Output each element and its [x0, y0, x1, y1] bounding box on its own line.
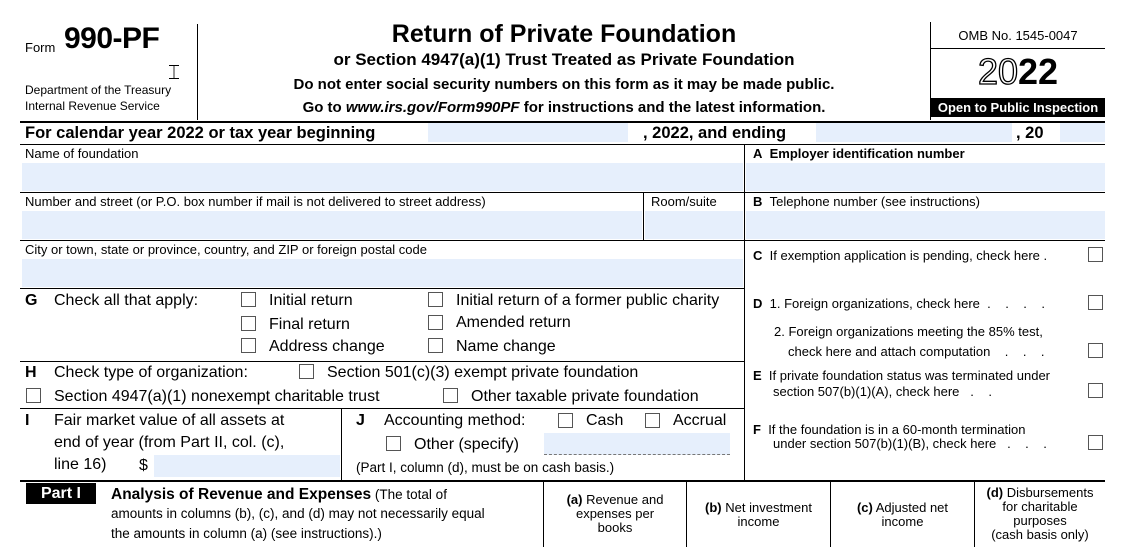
text-cursor-icon: ⌶ — [168, 62, 180, 84]
accounting-method-label: Accounting method: — [384, 412, 526, 429]
instructions-notice: Go to www.irs.gov/Form990PF for instructions and the latest information. — [302, 99, 826, 116]
street-input[interactable] — [22, 211, 642, 239]
section-4947-label: Section 4947(a)(1) nonexempt charitable trust — [54, 388, 380, 405]
tax-year-begin-input[interactable] — [428, 123, 628, 142]
final-return-checkbox[interactable] — [241, 316, 256, 331]
cash-basis-note: (Part I, column (d), must be on cash basis.) — [356, 460, 615, 475]
form-prefix: Form — [25, 40, 56, 55]
room-suite-input[interactable] — [645, 211, 743, 239]
col-b-header: (b) Net investment income — [705, 500, 812, 529]
foreign-85-checkbox[interactable] — [1088, 343, 1103, 358]
other-taxable-checkbox[interactable] — [443, 388, 458, 403]
part1-title: Analysis of Revenue and Expenses — [111, 486, 372, 503]
part1-desc-line3: the amounts in column (a) (see instructions).) — [111, 526, 382, 541]
section-f: F If the foundation is in a 60-month termination — [753, 422, 1026, 437]
name-change-label: Name change — [456, 338, 556, 355]
terminated-checkbox[interactable] — [1088, 383, 1103, 398]
section-b: B Telephone number (see instructions) — [753, 194, 980, 209]
accrual-label: Accrual — [673, 412, 727, 429]
irs-link[interactable]: www.irs.gov/Form990PF — [345, 99, 520, 116]
fmv-label-line3: line 16) — [54, 456, 107, 473]
terminated-label: If private foundation status was terminated under — [768, 368, 1051, 383]
city-label: City or town, state or province, country, and ZIP or foreign postal code — [25, 242, 427, 257]
foreign-85-label-line2: check here and attach computation . . . — [788, 344, 1045, 359]
initial-former-label: Initial return of a former public charity — [456, 292, 720, 309]
city-input[interactable] — [22, 259, 743, 287]
fmv-dollar-sign: $ — [139, 457, 148, 474]
telephone-label: Telephone number (see instructions) — [769, 194, 980, 209]
calendar-year-label: For calendar year 2022 or tax year beginning — [25, 124, 376, 142]
tax-year-end-input[interactable] — [816, 123, 1012, 142]
telephone-input[interactable] — [746, 211, 1105, 239]
terminated-label-line2: section 507(b)(1)(A), check here . . — [773, 384, 992, 399]
fmv-label-line2: end of year (from Part II, col. (c), — [54, 434, 285, 451]
final-return-label: Final return — [269, 316, 350, 333]
tax-year-end-year-input[interactable] — [1060, 123, 1105, 142]
check-all-label: Check all that apply: — [54, 292, 199, 309]
section-g-letter: G — [25, 292, 38, 309]
fmv-input[interactable] — [154, 455, 340, 477]
public-inspection-badge: Open to Public Inspection — [931, 98, 1105, 117]
section-501c3-checkbox[interactable] — [299, 364, 314, 379]
other-method-input[interactable] — [544, 433, 730, 455]
part1-desc-line2: amounts in columns (b), (c), and (d) may not necessarily equal — [111, 506, 485, 521]
cash-label: Cash — [586, 412, 624, 429]
amended-return-checkbox[interactable] — [428, 315, 443, 330]
address-change-checkbox[interactable] — [241, 338, 256, 353]
address-change-label: Address change — [269, 338, 385, 355]
section-j-letter: J — [356, 412, 365, 429]
sixty-month-label-line2: under section 507(b)(1)(B), check here . . . — [773, 436, 1047, 451]
dept-line1: Department of the Treasury — [25, 83, 172, 97]
other-method-checkbox[interactable] — [386, 436, 401, 451]
street-label: Number and street (or P.O. box number if mail is not delivered to street address) — [25, 194, 486, 209]
form-subtitle: or Section 4947(a)(1) Trust Treated as Private Foundation — [333, 50, 795, 69]
foreign-org-label: 1. Foreign organizations, check here — [769, 296, 980, 311]
ssn-notice: Do not enter social security numbers on this form as it may be made public. — [293, 76, 835, 93]
cash-checkbox[interactable] — [558, 413, 573, 428]
section-d1: D 1. Foreign organizations, check here . . . . — [753, 296, 1045, 311]
ein-label: Employer identification number — [769, 146, 965, 161]
initial-return-label: Initial return — [269, 292, 353, 309]
other-method-label: Other (specify) — [414, 436, 519, 453]
part1-tag: Part I — [26, 483, 96, 504]
tax-year: 2022 — [977, 51, 1059, 92]
section-e: E If private foundation status was terminated under — [753, 368, 1051, 383]
section-4947-checkbox[interactable] — [26, 388, 41, 403]
omb-number: OMB No. 1545-0047 — [958, 28, 1078, 43]
section-501c3-label: Section 501(c)(3) exempt private foundation — [327, 364, 639, 381]
initial-former-checkbox[interactable] — [428, 292, 443, 307]
dept-line2: Internal Revenue Service — [25, 99, 160, 113]
section-h-letter: H — [25, 364, 37, 381]
form-title: Return of Private Foundation — [391, 20, 737, 48]
section-c: C If exemption application is pending, check here . — [753, 248, 1048, 263]
name-change-checkbox[interactable] — [428, 338, 443, 353]
accrual-checkbox[interactable] — [645, 413, 660, 428]
other-taxable-label: Other taxable private foundation — [471, 388, 699, 405]
sixty-month-label: If the foundation is in a 60-month termination — [768, 422, 1026, 437]
foreign-85-label: 2. Foreign organizations meeting the 85% test, — [774, 324, 1043, 339]
section-i-letter: I — [25, 412, 30, 429]
calendar-ending-label: , 2022, and ending — [643, 124, 787, 142]
foundation-name-input[interactable] — [22, 163, 743, 191]
col-d-header: (d) Disbursements for charitable purposes (cash basis only) — [986, 485, 1094, 542]
org-type-label: Check type of organization: — [54, 364, 248, 381]
sixty-month-checkbox[interactable] — [1088, 435, 1103, 450]
initial-return-checkbox[interactable] — [241, 292, 256, 307]
form-number: 990-PF — [64, 22, 160, 55]
section-a: A Employer identification number — [753, 146, 965, 161]
exemption-pending-checkbox[interactable] — [1088, 247, 1103, 262]
foreign-org-checkbox[interactable] — [1088, 295, 1103, 310]
fmv-label-line1: Fair market value of all assets at — [54, 412, 285, 429]
col-c-header: (c) Adjusted net income — [856, 500, 949, 529]
col-a-header: (a) Revenue and expenses per books — [566, 492, 664, 535]
exemption-pending-label: If exemption application is pending, check here — [769, 248, 1040, 263]
room-suite-label: Room/suite — [651, 194, 717, 209]
amended-return-label: Amended return — [456, 314, 571, 331]
foundation-name-label: Name of foundation — [25, 146, 139, 161]
part1-title-line: Analysis of Revenue and Expenses (The total of — [111, 486, 447, 503]
ein-input[interactable] — [746, 163, 1105, 191]
calendar-year-suffix: , 20 — [1016, 124, 1044, 142]
